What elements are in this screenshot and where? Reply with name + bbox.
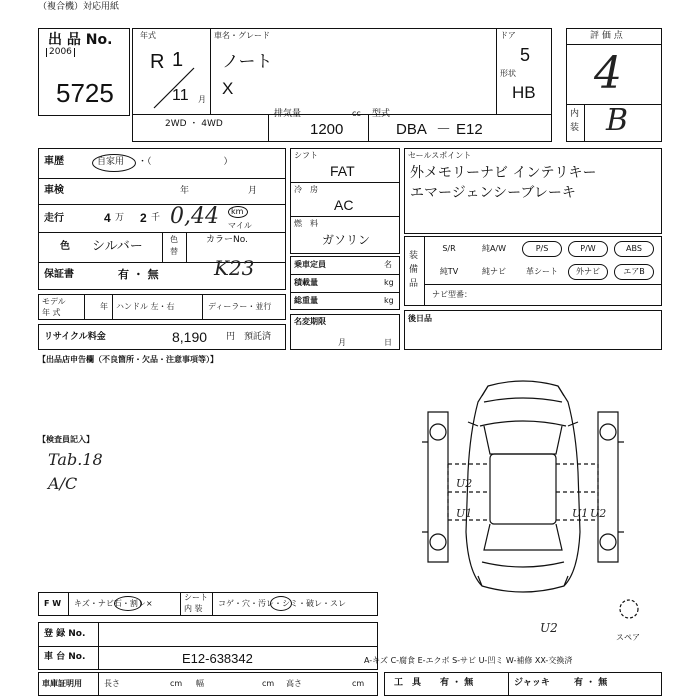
- model-year-label-2: 年 式: [42, 308, 61, 317]
- drive: 2WD ・ 4WD: [165, 119, 223, 129]
- mileage-man-unit: 万: [115, 213, 125, 223]
- equip-leather: 革シート: [526, 267, 558, 276]
- length-label: 長さ: [104, 679, 120, 688]
- recycle-label: リサイクル料金: [44, 332, 106, 342]
- load-unit: kg: [384, 278, 394, 287]
- lot-number: 5725: [56, 78, 114, 108]
- score-value: 4: [594, 48, 622, 99]
- displacement-label: 排気量: [274, 109, 302, 119]
- displacement-unit: cc: [352, 109, 361, 118]
- chassis-number: E12-638342: [182, 651, 253, 666]
- defect-seat-1: シート: [184, 593, 208, 602]
- month-value: 11: [172, 87, 189, 104]
- tools-label: 工 具: [394, 678, 422, 688]
- certificate-box: [38, 672, 378, 696]
- spare-mark: U2: [540, 621, 558, 635]
- lot-label: 出 品 No.: [48, 32, 113, 48]
- cm-1: cm: [170, 679, 183, 688]
- diagram-mark-4: U2: [590, 507, 607, 520]
- car-body-diagram: [418, 372, 628, 602]
- capacity-label: 乗車定員: [294, 260, 326, 269]
- seller-notes-label: 【出品店申告欄（不良箇所・欠品・注意事項等）】: [38, 355, 218, 364]
- name-change-label: 名変期限: [294, 317, 326, 326]
- form-header: （複合機）対応用紙: [38, 2, 120, 12]
- registration-label: 登 録 No.: [44, 629, 86, 639]
- year-num: 1: [172, 49, 184, 71]
- name-change-day: 日: [384, 338, 392, 347]
- name-change-month: 月: [338, 338, 346, 347]
- car-name: ノート: [222, 52, 273, 72]
- equip-abs: ABS: [614, 241, 654, 257]
- interior-label-2: 装: [570, 123, 580, 133]
- equipment-label-2: 備: [409, 265, 419, 275]
- recycle-unit: 円: [226, 332, 236, 342]
- year-label: 年式: [140, 31, 156, 40]
- color-change-1: 色: [170, 235, 178, 244]
- equip-tv: 純TV: [439, 267, 459, 276]
- equipment-hidden-label: 装備品: [409, 292, 412, 293]
- jack-value: 有 ・ 無: [574, 678, 608, 688]
- recycle-amount: 8,190: [172, 329, 208, 345]
- mileage-label: 走行: [44, 213, 64, 224]
- lot-year: 2006: [46, 48, 75, 57]
- spare-tire-icon: [618, 598, 640, 620]
- equipment-label-1: 装: [409, 251, 419, 261]
- model-year-dealer: ディーラー・並行: [208, 302, 272, 311]
- after-label: 後日品: [408, 314, 432, 323]
- equip-pw: P/W: [568, 241, 608, 257]
- cm-3: cm: [352, 679, 365, 688]
- certificate-label: 車庫証明用: [42, 679, 82, 688]
- mileage-man: 4: [104, 211, 111, 225]
- mileage-sen-unit: 千: [151, 213, 161, 223]
- model-year-year: 年: [100, 302, 108, 311]
- inspection-month: 月: [248, 186, 258, 196]
- weight-unit: kg: [384, 296, 394, 305]
- model-dash: －: [436, 121, 452, 138]
- year-era: R: [150, 51, 165, 73]
- load-label: 積載量: [294, 278, 318, 287]
- width-label: 幅: [196, 679, 204, 688]
- equip-aw: 純A/W: [481, 244, 507, 253]
- history-value: 自家用: [97, 157, 125, 167]
- jack-label: ジャッキ: [514, 678, 550, 688]
- defect-items2: コゲ・穴・汚レ・シミ・破レ・スレ: [218, 599, 346, 608]
- ac-label: 冷 房: [294, 185, 318, 194]
- mileage-sen: 2: [140, 211, 147, 225]
- name-label: 車名・グレード: [214, 31, 270, 40]
- equip-ps: P/S: [522, 241, 562, 257]
- diagram-mark-1: U2: [456, 477, 473, 490]
- after-box: [404, 310, 662, 350]
- navi-model-label: ナビ型番：: [432, 290, 472, 299]
- model-code: E12: [456, 121, 483, 138]
- shift-label: シフト: [294, 151, 318, 160]
- history-rest: ・（ ）: [138, 157, 233, 167]
- defect-label: F W: [44, 599, 62, 608]
- defect-items: キズ・ナビ石・割レ×: [74, 599, 153, 608]
- interior-value: B: [606, 103, 629, 138]
- defect-legend: A-キズ C-腐食 E-エクボ S-サビ U-凹ミ W-補修 XX-交換済: [364, 656, 573, 665]
- interior-label-1: 内: [570, 109, 580, 119]
- color-code-label: カラーNo.: [206, 235, 248, 245]
- displacement: 1200: [310, 121, 344, 138]
- equip-sr: S/R: [442, 244, 456, 253]
- color-label: 色: [60, 241, 70, 252]
- inspection-label: 車検: [44, 185, 64, 196]
- recycle-note: 預託済: [244, 332, 272, 342]
- shift-value: FAT: [330, 163, 355, 179]
- sales-line2: エマージェンシーブレーキ: [410, 185, 576, 201]
- mileage-km: km: [231, 207, 244, 216]
- doors: 5: [520, 45, 531, 65]
- height-label: 高さ: [286, 679, 302, 688]
- color-change-2: 替: [170, 247, 178, 256]
- fuel-value: ガソリン: [322, 233, 371, 247]
- model-prefix: DBA: [396, 121, 427, 138]
- equip-navi: 純ナビ: [482, 267, 506, 276]
- grade: X: [222, 79, 234, 98]
- score-label: 評 価 点: [590, 31, 623, 41]
- shape: HB: [512, 83, 536, 102]
- defect-seat-2: 内 装: [184, 604, 203, 613]
- sales-label: セールスポイント: [408, 151, 472, 160]
- tools-value: 有 ・ 無: [440, 678, 474, 688]
- mileage-handwritten: 0,44: [170, 204, 219, 229]
- equip-ext-navi: 外ナビ: [568, 264, 608, 280]
- door-label: ドア: [500, 31, 516, 40]
- model-year-label-1: モデル: [42, 297, 66, 306]
- warranty-label: 保証書: [44, 269, 74, 280]
- shape-label: 形状: [500, 69, 516, 78]
- inspection-year: 年: [180, 186, 190, 196]
- inspector-line2: A/C: [48, 474, 78, 493]
- weight-label: 総重量: [294, 296, 318, 305]
- chassis-label: 車 台 No.: [44, 652, 86, 662]
- diagram-mark-2: U1: [456, 507, 473, 520]
- model-year-handle: ハンドル 左・右: [116, 302, 175, 311]
- diagram-mark-3: U1: [572, 507, 589, 520]
- model-label: 型式: [372, 109, 391, 119]
- capacity-unit: 名: [384, 260, 392, 269]
- history-label: 車歴: [44, 156, 64, 167]
- fuel-label: 燃 料: [294, 219, 318, 228]
- mileage-mile: マイル: [228, 221, 252, 230]
- color-value: シルバー: [92, 239, 143, 254]
- spare-label: スペア: [616, 633, 640, 642]
- color-code: K23: [214, 256, 255, 280]
- inspector-line1: Tab.18: [48, 450, 103, 469]
- inspector-label: 【検査員記入】: [38, 435, 94, 444]
- equipment-label-3: 品: [409, 279, 419, 289]
- equip-airbag: エアB: [614, 264, 654, 280]
- month-unit: 月: [198, 95, 206, 104]
- warranty-value: 有 ・ 無: [118, 268, 159, 281]
- sales-line1: 外メモリーナビ インテリキー: [410, 165, 597, 181]
- ac-value: AC: [334, 197, 354, 213]
- cm-2: cm: [262, 679, 275, 688]
